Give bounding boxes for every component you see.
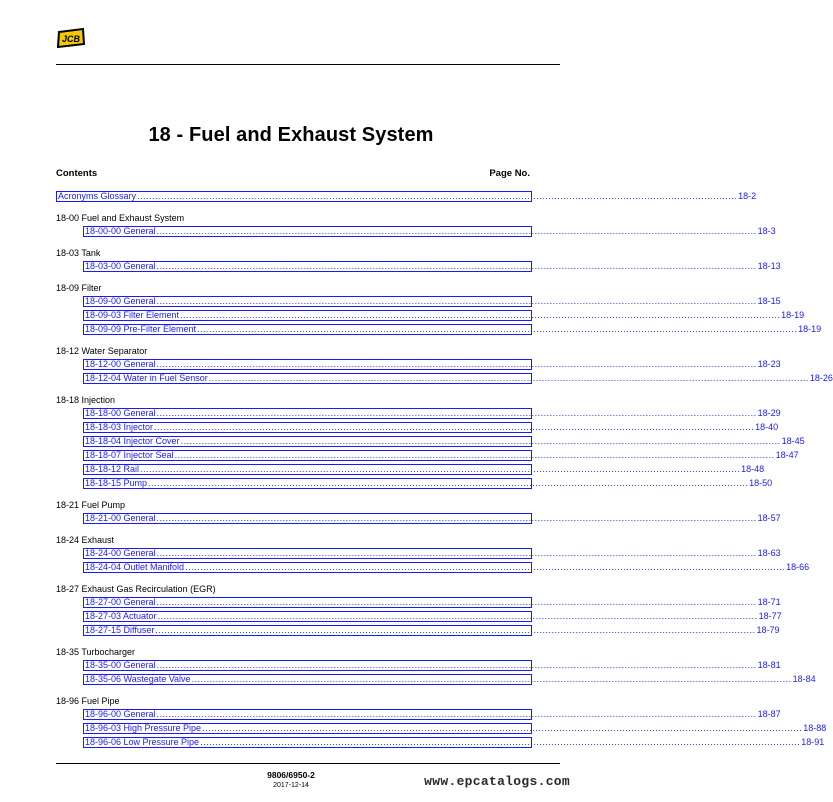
toc-row — [56, 422, 779, 435]
leader-dots: ........................................................................................................................................................................................................ — [156, 359, 757, 369]
section-heading-text: 18-35 Turbocharger — [56, 647, 136, 657]
toc-entry-link[interactable] — [83, 478, 773, 489]
toc-entry-link[interactable] — [83, 562, 810, 573]
document-number: 9806/6950-2 — [267, 770, 315, 780]
glossary-label: Acronyms Glossary — [58, 191, 137, 201]
toc-entry-page: 18-26 — [809, 373, 833, 383]
section-heading-text: 18-03 Tank — [56, 248, 101, 258]
toc-row — [56, 625, 780, 638]
toc-entry-link[interactable] — [83, 296, 781, 307]
toc-entry-label: 18-96-06 Low Pressure Pipe — [85, 737, 200, 747]
toc-section-heading — [56, 695, 532, 708]
toc-entry-label: 18-35-00 General — [85, 660, 156, 670]
toc-entry-label: 18-18-00 General — [85, 408, 156, 418]
toc-row — [56, 310, 805, 323]
toc-entry-label: 18-18-07 Injector Seal — [85, 450, 174, 460]
toc-entry-link[interactable] — [83, 597, 781, 608]
toc-entry-label: 18-09-00 General — [85, 296, 156, 306]
toc-row — [56, 562, 810, 575]
leader-dots: ........................................................................................................................................................................................................ — [185, 562, 786, 572]
toc-row — [56, 611, 782, 624]
leader-dots: ........................................................................................................................................................................................................ — [191, 674, 792, 684]
toc-section-heading — [56, 247, 532, 260]
leader-dots: ........................................................................................................................................................................................................ — [156, 261, 757, 271]
toc-entry-link[interactable] — [83, 450, 799, 461]
toc-row — [56, 660, 781, 673]
leader-dots: ........................................................................................................................................................................................................ — [156, 597, 757, 607]
leader-dots: ........................................................................................................................................................................................................ — [156, 660, 757, 670]
toc-entry-page: 18-19 — [798, 324, 822, 334]
toc-row — [56, 674, 816, 687]
leader-dots: ........................................................................................................................................................................................................ — [156, 408, 757, 418]
toc-entry-page: 18-87 — [757, 709, 781, 719]
toc-entry-page: 18-23 — [757, 359, 781, 369]
toc-row — [56, 723, 827, 736]
leader-dots: ........................................................................................................................................................................................................ — [208, 373, 809, 383]
toc-entry-label: 18-21-00 General — [85, 513, 156, 523]
toc-entry-link[interactable] — [83, 611, 782, 622]
toc-row — [56, 226, 776, 239]
toc-entry-link[interactable] — [83, 464, 765, 475]
toc-entry-page: 18-19 — [781, 310, 805, 320]
watermark-text: www.epcatalogs.com — [424, 774, 570, 789]
toc-row — [56, 373, 833, 386]
jcb-logo-icon — [56, 28, 86, 48]
toc-row — [56, 597, 781, 610]
toc-entry-link[interactable] — [83, 660, 781, 671]
toc-entry-label: 18-12-04 Water in Fuel Sensor — [85, 373, 208, 383]
page-title: 18 - Fuel and Exhaust System — [148, 124, 434, 146]
toc-entry-page: 18-88 — [803, 723, 827, 733]
toc-entry-page: 18-40 — [755, 422, 779, 432]
glossary-link[interactable] — [56, 191, 757, 202]
toc-row — [56, 408, 781, 421]
toc-row — [56, 513, 781, 526]
leader-dots: ........................................................................................................................................................................................................ — [197, 324, 798, 334]
toc-entry-label: 18-18-04 Injector Cover — [85, 436, 180, 446]
toc-entry-label: 18-24-00 General — [85, 548, 156, 558]
toc-entry-link[interactable] — [83, 709, 781, 720]
section-heading-text: 18-27 Exhaust Gas Recirculation (EGR) — [56, 584, 216, 594]
toc-entry-link[interactable] — [83, 422, 779, 433]
leader-dots: ........................................................................................................................................................................................................ — [180, 436, 781, 446]
toc-entry-label: 18-27-00 General — [85, 597, 156, 607]
toc-entry-label: 18-24-04 Outlet Manifold — [85, 562, 185, 572]
toc-row — [56, 359, 781, 372]
leader-dots: ........................................................................................................................................................................................................ — [137, 191, 738, 201]
header-divider — [56, 64, 560, 65]
toc-row — [56, 296, 781, 309]
toc-entry-label: 18-18-12 Rail — [85, 464, 140, 474]
leader-dots: ........................................................................................................................................................................................................ — [154, 422, 755, 432]
toc-row-glossary — [56, 191, 757, 204]
leader-dots: ........................................................................................................................................................................................................ — [180, 310, 781, 320]
toc-row — [56, 324, 822, 337]
toc-entry-link[interactable] — [83, 723, 827, 734]
section-heading-text: 18-09 Filter — [56, 283, 102, 293]
document-date: 2017-12-14 — [273, 782, 309, 789]
toc-entry-link[interactable] — [83, 737, 825, 748]
toc-entry-page: 18-81 — [757, 660, 781, 670]
glossary-page: 18-2 — [738, 191, 757, 201]
toc-entry-label: 18-18-15 Pump — [85, 478, 148, 488]
toc-entry-link[interactable] — [83, 548, 781, 559]
section-heading-text: 18-18 Injection — [56, 395, 116, 405]
toc-entry-page: 18-71 — [757, 597, 781, 607]
toc-section-heading — [56, 499, 532, 512]
toc-entry-page: 18-48 — [741, 464, 765, 474]
toc-entry-label: 18-18-03 Injector — [85, 422, 154, 432]
toc-entry-link[interactable] — [83, 359, 781, 370]
toc-entry-label: 18-96-00 General — [85, 709, 156, 719]
toc-entry-link[interactable] — [83, 436, 805, 447]
section-heading-text: 18-12 Water Separator — [56, 346, 148, 356]
toc-entry-page: 18-45 — [781, 436, 805, 446]
toc-entry-page: 18-79 — [756, 625, 780, 635]
toc-entry-label: 18-27-15 Diffuser — [85, 625, 155, 635]
toc-entry-label: 18-09-09 Pre-Filter Element — [85, 324, 197, 334]
toc-entry-link[interactable] — [83, 261, 781, 272]
leader-dots: ........................................................................................................................................................................................................ — [200, 737, 801, 747]
toc-section-heading — [56, 345, 532, 358]
toc-entry-link[interactable] — [83, 674, 816, 685]
leader-dots: ........................................................................................................................................................................................................ — [156, 226, 757, 236]
toc-entry-page: 18-84 — [792, 674, 816, 684]
leader-dots: ........................................................................................................................................................................................................ — [156, 513, 757, 523]
contents-header: Contents — [56, 168, 98, 179]
toc-entry-link[interactable] — [83, 408, 781, 419]
toc-entry-link[interactable] — [83, 324, 822, 335]
section-heading-text: 18-00 Fuel and Exhaust System — [56, 213, 185, 223]
toc-row — [56, 436, 805, 449]
toc-entry-page: 18-47 — [775, 450, 799, 460]
toc-section-heading — [56, 212, 532, 225]
leader-dots: ........................................................................................................................................................................................................ — [140, 464, 741, 474]
toc-entry-page: 18-13 — [757, 261, 781, 271]
toc-entry-link[interactable] — [83, 373, 833, 384]
toc-entry-page: 18-15 — [757, 296, 781, 306]
toc-entry-link[interactable] — [83, 625, 780, 636]
leader-dots: ........................................................................................................................................................................................................ — [174, 450, 775, 460]
toc-entry-page: 18-66 — [786, 562, 810, 572]
toc-entry-label: 18-12-00 General — [85, 359, 156, 369]
footer-divider — [56, 763, 560, 764]
toc-section-heading — [56, 646, 532, 659]
leader-dots: ........................................................................................................................................................................................................ — [156, 296, 757, 306]
leader-dots: ........................................................................................................................................................................................................ — [156, 548, 757, 558]
toc-entry-page: 18-77 — [758, 611, 782, 621]
toc-entry-page: 18-63 — [757, 548, 781, 558]
toc-entry-link[interactable] — [83, 226, 776, 237]
toc-row — [56, 478, 773, 491]
toc-entry-page: 18-91 — [801, 737, 825, 747]
toc-entry-page: 18-57 — [757, 513, 781, 523]
leader-dots: ........................................................................................................................................................................................................ — [202, 723, 803, 733]
toc-row — [56, 261, 781, 274]
leader-dots: ........................................................................................................................................................................................................ — [148, 478, 749, 488]
toc-entry-label: 18-09-03 Filter Element — [85, 310, 180, 320]
leader-dots: ........................................................................................................................................................................................................ — [157, 611, 758, 621]
leader-dots: ........................................................................................................................................................................................................ — [155, 625, 756, 635]
toc-entry-label: 18-03-00 General — [85, 261, 156, 271]
toc-section-heading — [56, 282, 532, 295]
toc-row — [56, 450, 799, 463]
table-of-contents — [56, 190, 833, 750]
toc-entry-label: 18-27-03 Actuator — [85, 611, 157, 621]
section-heading-text: 18-21 Fuel Pump — [56, 500, 126, 510]
toc-entry-page: 18-50 — [749, 478, 773, 488]
page-no-header: Page No. — [489, 168, 530, 179]
toc-entry-label: 18-35-06 Wastegate Valve — [85, 674, 191, 684]
toc-row — [56, 709, 781, 722]
section-heading-text: 18-24 Exhaust — [56, 535, 115, 545]
toc-entry-page: 18-29 — [757, 408, 781, 418]
toc-section-heading — [56, 583, 532, 596]
toc-entry-link[interactable] — [83, 513, 781, 524]
toc-section-heading — [56, 534, 532, 547]
toc-section-heading — [56, 394, 532, 407]
section-heading-text: 18-96 Fuel Pipe — [56, 696, 120, 706]
toc-entry-link[interactable] — [83, 310, 805, 321]
leader-dots: ........................................................................................................................................................................................................ — [156, 709, 757, 719]
toc-entry-label: 18-00-00 General — [85, 226, 156, 236]
logo-text: JCB — [61, 34, 81, 44]
toc-entry-page: 18-3 — [757, 226, 776, 236]
toc-row — [56, 737, 825, 750]
toc-row — [56, 464, 765, 477]
toc-entry-label: 18-96-03 High Pressure Pipe — [85, 723, 202, 733]
toc-row — [56, 548, 781, 561]
